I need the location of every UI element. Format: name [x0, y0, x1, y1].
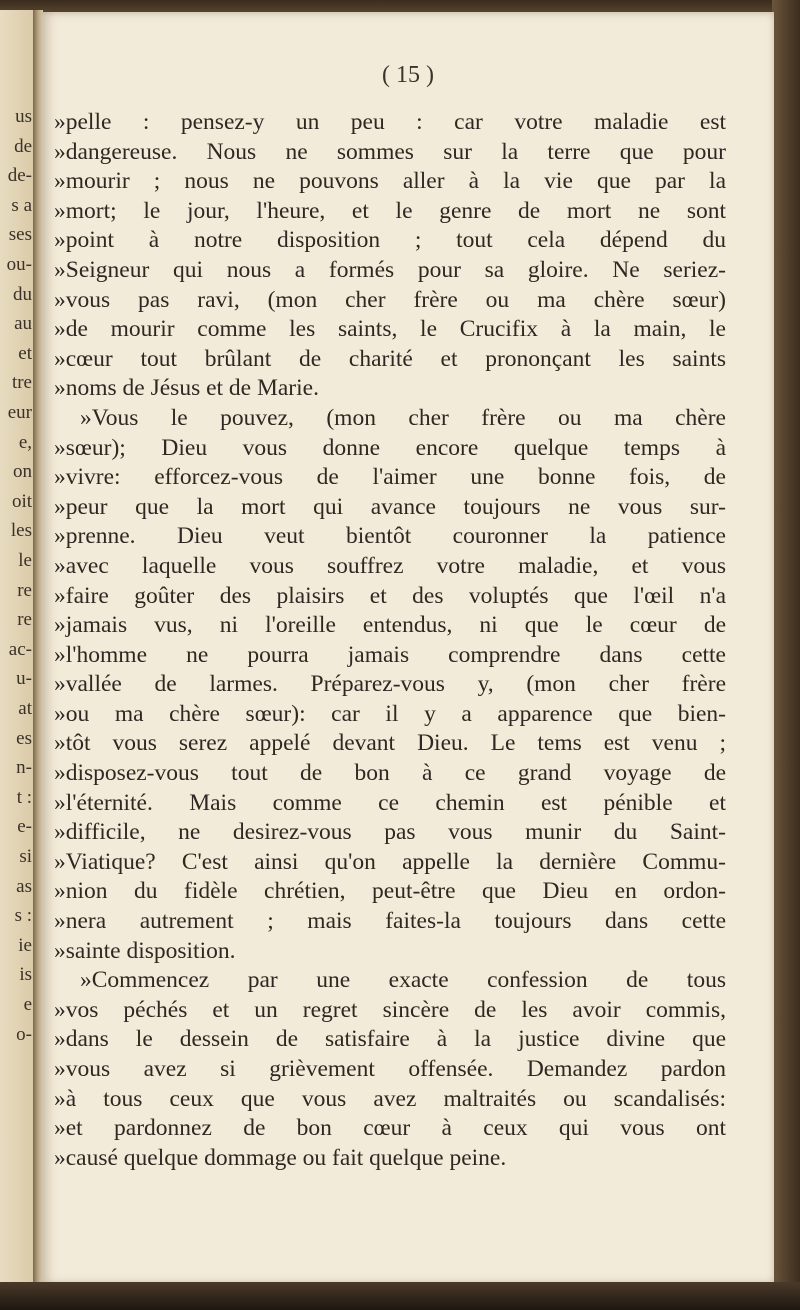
text-line: »vous avez si grièvement offensée. Demandez pardon	[54, 1056, 726, 1082]
previous-page-text-fragment: et	[18, 342, 32, 364]
previous-page-text-fragment: du	[13, 283, 32, 305]
previous-page-text-fragment: ou-	[6, 254, 32, 275]
text-line: »pelle : pensez-y un peu : car votre maladie est	[54, 109, 726, 135]
book-edge-right	[772, 0, 800, 1310]
previous-page-text-fragment: s :	[14, 905, 32, 927]
previous-page-text-fragment: on	[13, 461, 32, 483]
text-line: »vos péchés et un regret sincère de les avoir commis,	[54, 996, 726, 1023]
text-line: »vivre: efforcez-vous de l'aimer une bonne fois, de	[54, 464, 726, 491]
text-line: »et pardonnez de bon cœur à ceux qui vous ont	[54, 1115, 726, 1142]
previous-page-text-fragment: ie	[18, 934, 32, 956]
page-number: ( 15 )	[382, 62, 434, 88]
text-line: »l'éternité. Mais comme ce chemin est pénible et	[54, 789, 726, 816]
previous-page-text-fragment: e-	[17, 816, 32, 838]
previous-page-text-fragment: t :	[16, 786, 32, 808]
text-line: »faire goûter des plaisirs et des voluptés que l'œil n'a	[54, 582, 726, 609]
page-text	[54, 108, 726, 1173]
text-line: »noms de Jésus et de Marie.	[54, 375, 319, 402]
previous-page-text-fragment: is	[19, 964, 32, 986]
text-line: »de mourir comme les saints, le Crucifix à la main, le	[54, 316, 726, 343]
text-line: »l'homme ne pourra jamais comprendre dans cette	[54, 641, 726, 668]
previous-page-text-fragment: e,	[18, 431, 32, 453]
previous-page-text-fragment: o-	[16, 1023, 32, 1045]
previous-page-text-fragment: e	[23, 994, 32, 1015]
previous-page-text-fragment: es	[16, 727, 32, 749]
text-line: »Seigneur qui nous a formés pour sa gloire. Ne seriez-	[54, 256, 726, 283]
previous-page-text-fragment: oit	[11, 490, 32, 512]
text-line: »tôt vous serez appelé devant Dieu. Le tems est venu ;	[54, 730, 726, 757]
previous-page-text-fragment: s a	[11, 194, 32, 216]
previous-page-text-fragment: eur	[7, 402, 32, 423]
text-line: »Viatique? C'est ainsi qu'on appelle la dernière Commu-	[54, 848, 726, 875]
previous-page-text-fragment: les	[10, 520, 32, 542]
text-line: »nera autrement ; mais faites-la toujours dans cette	[54, 908, 726, 935]
text-line: »avec laquelle vous souffrez votre maladie, et vous	[54, 552, 726, 579]
text-line: »point à notre disposition ; tout cela dépend du	[54, 227, 726, 254]
text-line: »Vous le pouvez, (mon cher frère ou ma chère	[80, 404, 726, 431]
previous-page-text-fragment: tre	[11, 372, 32, 394]
previous-page-text-fragment: re	[17, 609, 32, 631]
previous-page-text-fragment: us	[15, 106, 32, 127]
book-edge-bottom	[0, 1282, 800, 1310]
text-line: »mort; le jour, l'heure, et le genre de mort ne sont	[54, 197, 726, 224]
text-line: »dans le dessein de satisfaire à la justice divine que	[54, 1026, 726, 1053]
previous-page-text-fragment: ac-	[8, 638, 32, 660]
previous-page-text-fragment: re	[17, 579, 32, 601]
previous-page-text-fragment: ses	[8, 224, 32, 246]
text-line: »causé quelque dommage ou fait quelque peine.	[54, 1144, 507, 1171]
text-line: »prenne. Dieu veut bientôt couronner la patience	[54, 523, 726, 550]
text-line: »vallée de larmes. Préparez-vous y, (mon cher frère	[54, 671, 726, 698]
previous-page-text-fragment: au	[14, 313, 32, 335]
book-page	[42, 12, 774, 1284]
text-line: »peur que la mort qui avance toujours ne vous sur-	[54, 493, 726, 520]
text-line: »difficile, ne desirez-vous pas vous munir du Saint-	[54, 819, 726, 846]
previous-page-text-fragment: n-	[16, 757, 32, 779]
previous-page-text-fragment: u-	[16, 668, 32, 690]
text-line: »sainte disposition.	[54, 937, 236, 964]
text-line: »Commencez par une exacte confession de tous	[80, 967, 726, 994]
text-line: »nion du fidèle chrétien, peut-être que Dieu en ordon-	[54, 878, 726, 905]
text-line: »disposez-vous tout de bon à ce grand voyage de	[54, 760, 726, 787]
text-line: »sœur); Dieu vous donne encore quelque temps à	[54, 434, 726, 461]
previous-page-text-fragment: de	[14, 135, 32, 157]
previous-page-fragment	[0, 10, 36, 1290]
previous-page-text-fragment: si	[19, 846, 32, 867]
text-line: »jamais vus, ni l'oreille entendus, ni que le cœur de	[54, 612, 726, 639]
previous-page-text-fragment: de-	[7, 165, 32, 187]
text-line: »mourir ; nous ne pouvons aller à la vie que par la	[54, 168, 726, 195]
previous-page-text-fragment: as	[16, 875, 32, 897]
text-line: »à tous ceux que vous avez maltraités ou scandalisés:	[54, 1085, 726, 1112]
text-line: »ou ma chère sœur): car il y a apparence que bien-	[54, 700, 726, 727]
text-line: »dangereuse. Nous ne sommes sur la terre que pour	[54, 138, 726, 165]
previous-page-text-fragment: at	[18, 698, 32, 719]
text-line: »cœur tout brûlant de charité et prononçant les saints	[54, 345, 726, 372]
text-line: »vous pas ravi, (mon cher frère ou ma chère sœur)	[54, 286, 726, 313]
previous-page-text-fragment: le	[18, 550, 32, 571]
